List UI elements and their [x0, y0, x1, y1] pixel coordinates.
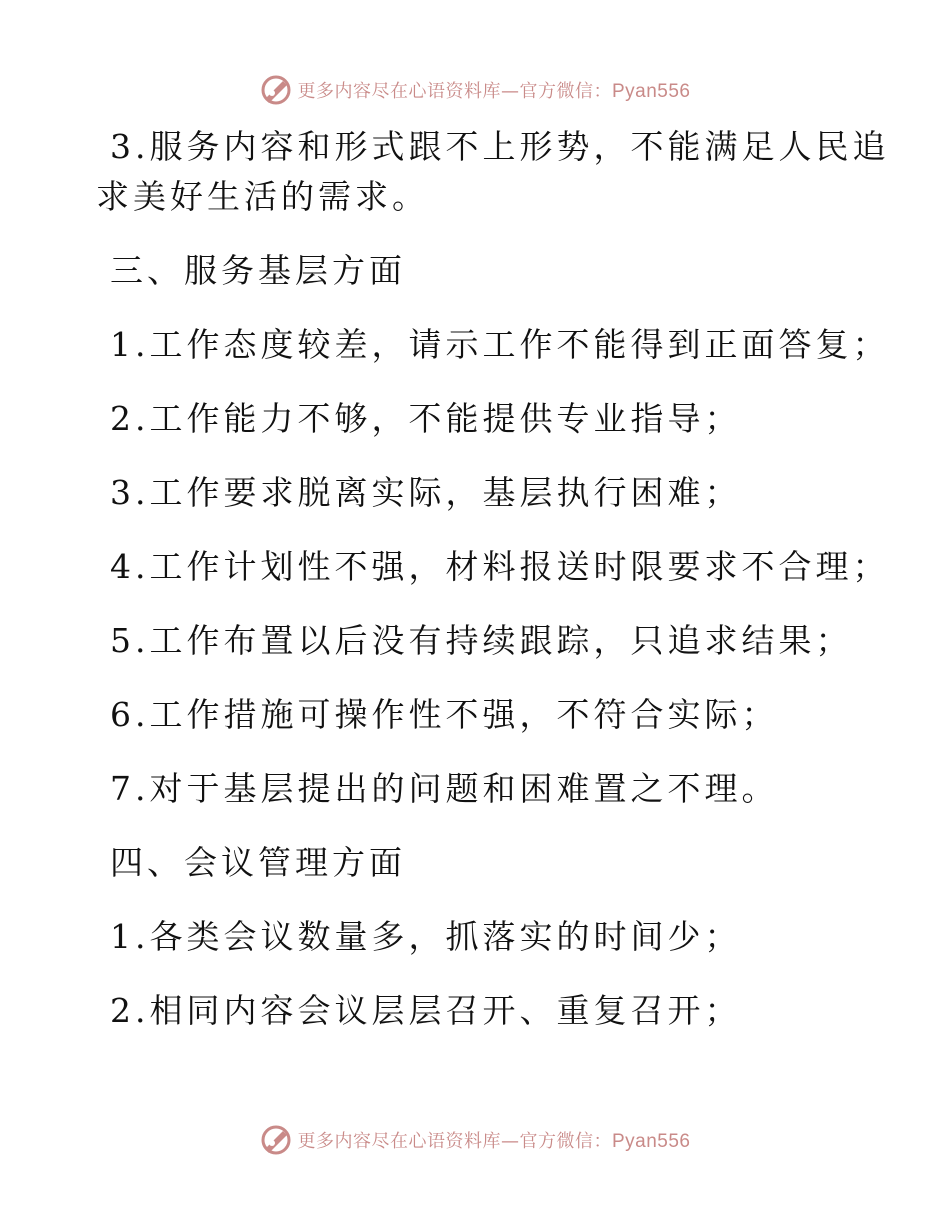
section-heading: 三、服务基层方面: [110, 251, 406, 290]
watermark-wechat-id: Pyan556: [611, 1131, 691, 1152]
watermark-site: 更多内容尽在心语资料库: [297, 1131, 501, 1152]
watermark-wechat-id: Pyan556: [611, 81, 691, 102]
list-item: 2.工作能力不够，不能提供专业指导；: [110, 399, 742, 438]
list-item: 1.工作态度较差，请示工作不能得到正面答复；: [110, 325, 890, 364]
pen-circle-logo-icon: [259, 1123, 293, 1157]
list-item: 7.对于基层提出的问题和困难置之不理。: [110, 769, 779, 808]
paragraph-line: 求美好生活的需求。: [96, 177, 429, 216]
list-item: 6.工作措施可操作性不强，不符合实际；: [110, 695, 779, 734]
paragraph-line: 3.服务内容和形式跟不上形势，不能满足人民追: [110, 127, 890, 166]
list-item: 3.工作要求脱离实际，基层执行困难；: [110, 473, 742, 512]
header-watermark: [0, 72, 950, 108]
watermark-dash: —: [500, 1131, 520, 1152]
watermark-site: 更多内容尽在心语资料库: [297, 81, 501, 102]
section-heading: 四、会议管理方面: [110, 843, 406, 882]
pen-circle-logo-icon: [259, 73, 293, 107]
document-body: [96, 122, 890, 1036]
watermark-wechat-label: 官方微信：: [519, 1131, 612, 1152]
list-item: 5.工作布置以后没有持续跟踪，只追求结果；: [110, 621, 853, 660]
watermark-dash: —: [500, 81, 520, 102]
watermark-text: [297, 77, 690, 103]
watermark-wechat-label: 官方微信：: [519, 81, 612, 102]
list-item: 4.工作计划性不强，材料报送时限要求不合理；: [110, 547, 890, 586]
watermark-text: [297, 1127, 690, 1153]
list-item: 2.相同内容会议层层召开、重复召开；: [110, 991, 742, 1030]
footer-watermark: [0, 1122, 950, 1158]
list-item: 1.各类会议数量多，抓落实的时间少；: [110, 917, 742, 956]
